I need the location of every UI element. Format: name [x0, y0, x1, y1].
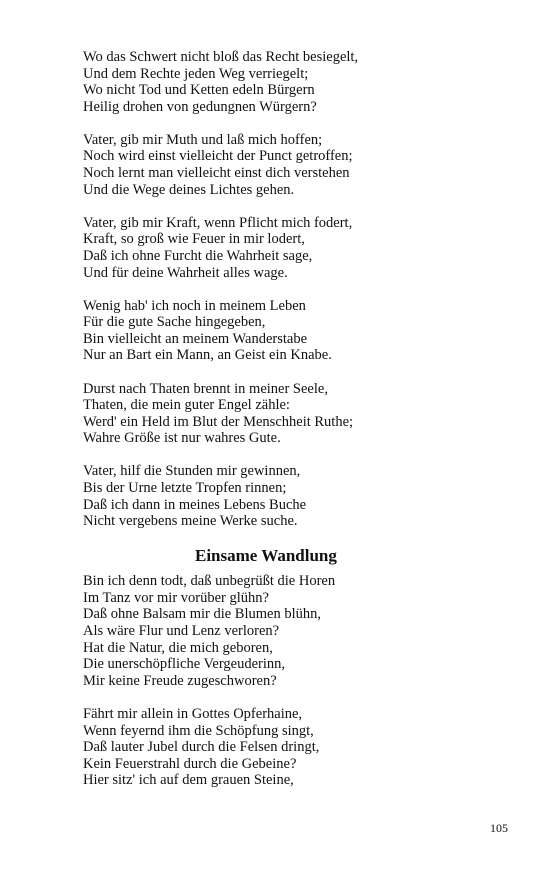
verse-line: Durst nach Thaten brennt in meiner Seele,: [83, 380, 328, 397]
verse-line: Thaten, die mein guter Engel zähle:: [83, 397, 290, 414]
verse-line: Im Tanz vor mir vorüber glühn?: [83, 589, 269, 606]
verse-line: Und für deine Wahrheit alles wage.: [83, 264, 288, 281]
verse-line: Wahre Größe ist nur wahres Gute.: [83, 430, 281, 447]
verse-line: Wo nicht Tod und Ketten edeln Bürgern: [83, 82, 315, 99]
poem-title: Einsame Wandlung: [195, 546, 337, 566]
verse-line: Bis der Urne letzte Tropfen rinnen;: [83, 479, 287, 496]
page-content: [83, 49, 483, 805]
stanza: [83, 298, 483, 364]
verse-line: Vater, hilf die Stunden mir gewinnen,: [83, 463, 301, 480]
page-number: 105: [490, 821, 508, 835]
verse-line: Werd' ein Held im Blut der Menschheit Ruthe;: [83, 413, 354, 430]
verse-line: Nur an Bart ein Mann, an Geist ein Knabe.: [83, 347, 332, 364]
verse-line: Bin ich denn todt, daß unbegrüßt die Horen: [83, 573, 336, 590]
verse-line: Und die Wege deines Lichtes gehen.: [83, 181, 295, 198]
verse-line: Wo das Schwert nicht bloß das Recht besiegelt,: [83, 49, 359, 65]
stanza: [83, 573, 483, 689]
verse-line: Daß ich ohne Furcht die Wahrheit sage,: [83, 247, 313, 264]
stanza: [83, 381, 483, 447]
verse-line: Noch wird einst vielleicht der Punct getroffen;: [83, 148, 353, 165]
verse-line: Heilig drohen von gedungnen Würgern?: [83, 98, 317, 115]
verse-line: Bin vielleicht an meinem Wanderstabe: [83, 330, 308, 347]
verse-line: Für die gute Sache hingegeben,: [83, 314, 266, 331]
verse-line: Die unerschöpfliche Vergeuderinn,: [83, 656, 285, 673]
stanza: [83, 49, 483, 115]
verse-line: Wenig hab' ich noch in meinem Leben: [83, 297, 306, 314]
verse-line: Kraft, so groß wie Feuer in mir lodert,: [83, 231, 305, 248]
verse-line: Vater, gib mir Kraft, wenn Pflicht mich fodert,: [83, 214, 353, 231]
verse-line: Nicht vergebens meine Werke suche.: [83, 513, 298, 530]
verse-line: Daß ich dann in meines Lebens Buche: [83, 496, 307, 513]
verse-line: Daß lauter Jubel durch die Felsen dringt,: [83, 739, 320, 756]
verse-line: Fährt mir allein in Gottes Opferhaine,: [83, 705, 303, 722]
poem-einsame-wandlung: [83, 573, 483, 789]
verse-line: Kein Feuerstrahl durch die Gebeine?: [83, 755, 297, 772]
verse-line: Vater, gib mir Muth und laß mich hoffen;: [83, 131, 323, 148]
verse-line: Hier sitz' ich auf dem grauen Steine,: [83, 772, 294, 789]
verse-line: Wenn feyernd ihm die Schöpfung singt,: [83, 722, 314, 739]
stanza: [83, 215, 483, 281]
poem-continuation: [83, 49, 483, 530]
verse-line: Mir keine Freude zugeschworen?: [83, 672, 277, 689]
verse-line: Daß ohne Balsam mir die Blumen blühn,: [83, 606, 322, 623]
verse-line: Und dem Rechte jeden Weg verriegelt;: [83, 65, 309, 82]
stanza: [83, 463, 483, 529]
verse-line: Noch lernt man vielleicht einst dich verstehen: [83, 165, 350, 182]
verse-line: Hat die Natur, die mich geboren,: [83, 639, 273, 656]
stanza: [83, 706, 483, 789]
stanza: [83, 132, 483, 198]
verse-line: Als wäre Flur und Lenz verloren?: [83, 623, 280, 640]
